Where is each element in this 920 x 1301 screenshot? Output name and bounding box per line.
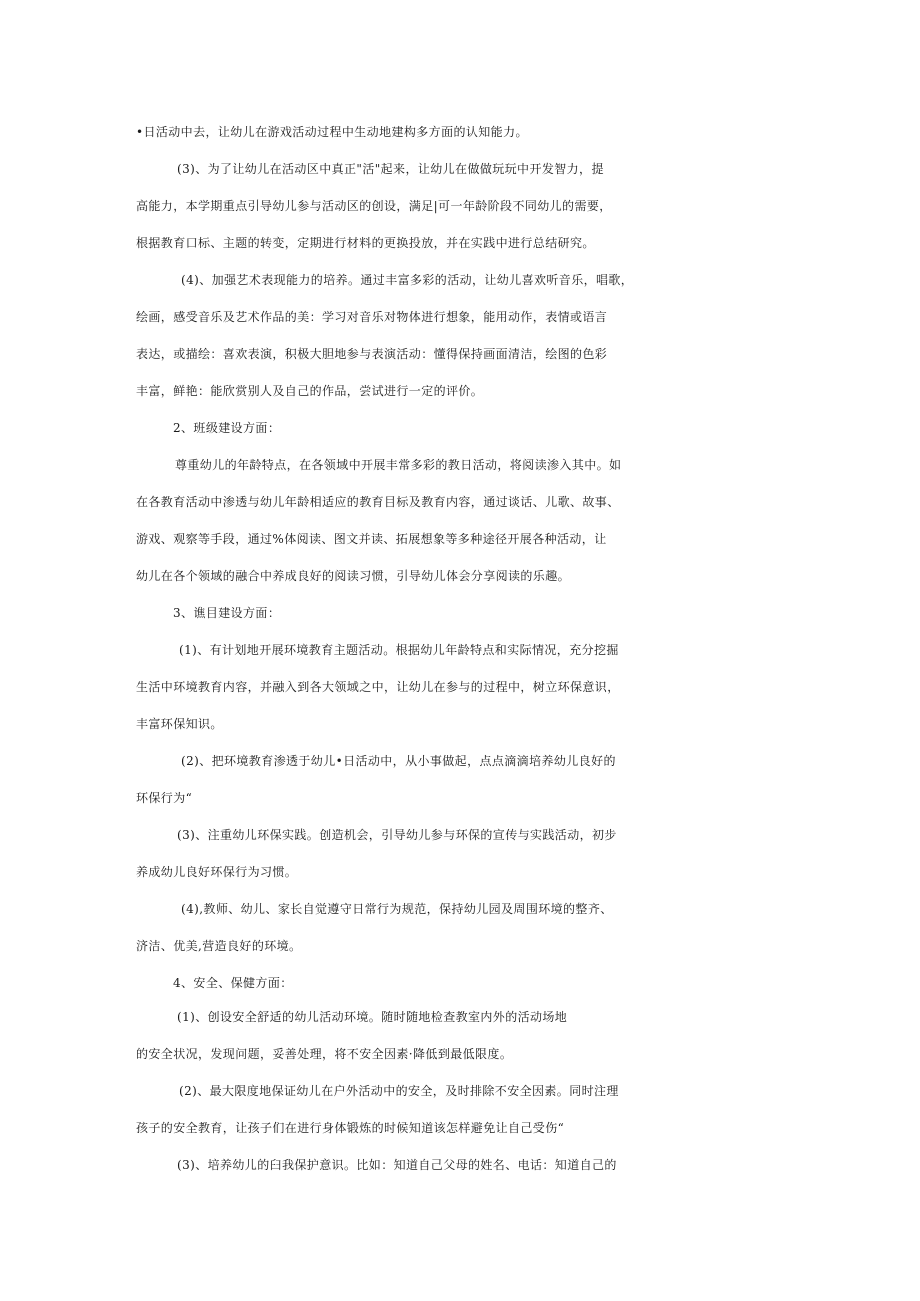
text-line: (3)、为了让幼儿在活动区中真正"活"起来，让幼儿在做做玩玩中开发智力，提 — [177, 162, 604, 176]
text-line: •日活动中去，让幼儿在游戏活动过程中生动地建构多方面的认知能力。 — [136, 125, 528, 139]
text-line: 环保行为“ — [136, 791, 193, 805]
text-line: 孩子的安全教育，让孩子们在进行身体锻炼的时候知道该怎样避免让自己受伤“ — [136, 1121, 565, 1135]
text-line: (2)、最大限度地保证幼儿在户外活动中的安全，及时排除不安全因素。同时注理 — [179, 1084, 619, 1098]
section-heading: 3、谯目建设方面： — [173, 606, 281, 620]
text-line: 养成幼儿良好环保行为习惯。 — [136, 865, 298, 879]
text-line: (2)、把环境教育渗透于幼儿•日活动中，从小事做起，点点滴滴培养幼儿良好的 — [181, 754, 616, 768]
text-line: (4)、加强艺术表现能力的培养。通过丰富多彩的活动，让幼儿喜欢听音乐，唱歌， — [181, 273, 634, 287]
text-line: (1)、有计划地开展环境教育主题活动。根据幼儿年龄特点和实际情况，充分挖掘 — [179, 643, 619, 657]
text-line: (3)、培养幼儿的臼我保护意识。比如：知道自己父母的姓名、电话：知道自己的 — [177, 1158, 617, 1172]
text-line: (3)、注重幼儿环保实践。创造机会，引导幼儿参与环保的宣传与实践活动，初步 — [177, 828, 617, 842]
text-line: 表达，或描绘：喜欢表演，积极大胆地参与表演活动：懂得保持画面清洁，绘图的色彩 — [136, 347, 608, 361]
section-heading: 2、班级建设方面： — [173, 421, 281, 435]
text-line: 绘画，感受音乐及艺术作品的美：学习对音乐对物体进行想象，能用动作，表情或语言 — [136, 310, 608, 324]
text-line: (1)、创设安全舒适的幼儿活动环境。随时随地检查教室内外的活动场地 — [177, 1010, 568, 1024]
section-heading: 4、安全、保健方面： — [173, 976, 293, 990]
text-line: 济洁、优美,营造良好的环境。 — [136, 939, 302, 953]
text-line: (4),教师、幼儿、家长自觉遵守日常行为规范，保持幼儿园及周围环境的整齐、 — [181, 902, 613, 916]
text-line: 根据教育口标、主题的转变，定期进行材料的更换投放，并在实践中进行总结研究。 — [136, 236, 595, 250]
text-line: 生活中环境教育内容，并融入到各大领域之中，让幼儿在参与的过程中，树立环保意识， — [136, 680, 620, 694]
text-line: 幼儿在各个领域的融合中养成良好的阅读习惯，引导幼儿体会分享阅读的乐趣。 — [136, 569, 571, 583]
text-line: 尊重幼儿的年龄特点，在各领域中开展丰常多彩的教日活动，将阅读渗入其中。如 — [175, 458, 622, 472]
text-line: 在各教育活动中渗透与幼儿年龄相适应的教育目标及教育内容，通过谈话、儿歌、故事、 — [136, 495, 620, 509]
text-line: 高能力，本学期重点引导幼儿参与活动区的创设，满足|可一年龄阶段不同幼儿的需要， — [136, 199, 612, 213]
text-line: 的安全状况，发现问题，妥善处理，将不安全因素·降低到最低限度。 — [136, 1047, 513, 1061]
text-line: 丰富，鲜艳：能欣赏别人及自己的作品，尝试进行一定的评价。 — [136, 384, 484, 398]
text-line: 游戏、观察等手段，通过%体阅读、图文并读、拓展想象等多种途径开展各种活动，让 — [136, 532, 607, 546]
text-line: 丰富环保知识。 — [136, 717, 223, 731]
